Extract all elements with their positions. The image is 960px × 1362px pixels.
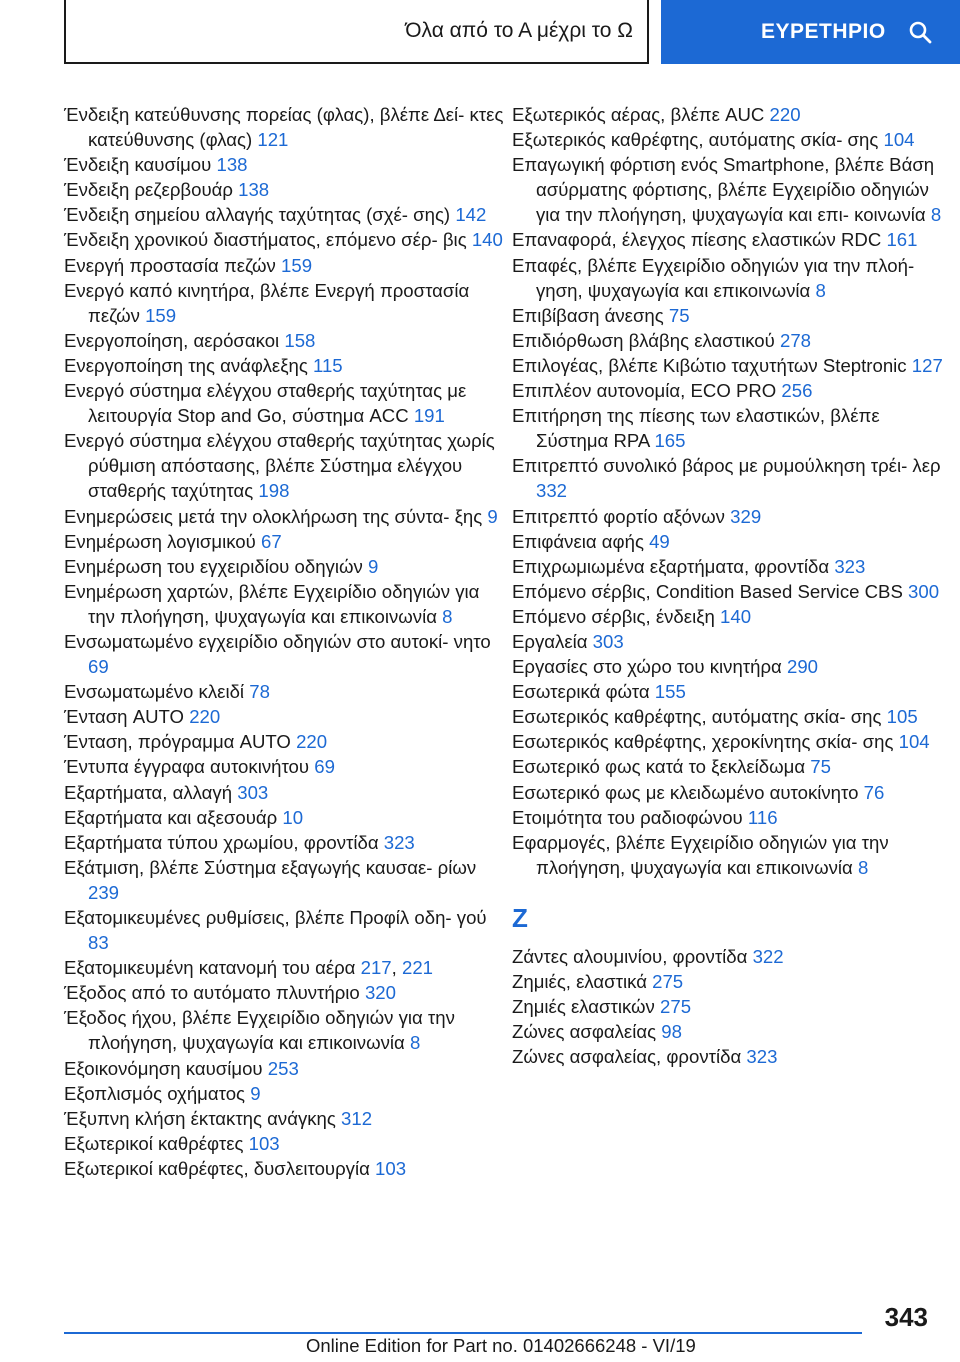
index-entry [512,780,952,805]
index-entry [64,253,504,278]
page-link[interactable]: 239 [88,881,120,903]
index-entry [512,529,952,554]
page-link[interactable]: 116 [747,806,778,828]
index-entry [64,328,504,353]
index-entry [512,679,952,704]
index-entry [512,629,952,654]
index-entry [512,554,952,579]
page-link[interactable]: 140 [471,229,503,251]
page-link[interactable]: 322 [752,945,784,967]
index-entry-text: Εσωτερικός καθρέφτης, αυτόματης σκία- σης [512,706,882,728]
index-entry [64,980,504,1005]
index-entry-text: Εξατομικευμένη κατανομή του αέρα [64,957,356,979]
index-entry [64,1056,504,1081]
page-link[interactable]: 9 [487,505,498,527]
index-entry [512,1044,952,1069]
page-link[interactable]: 105 [886,706,918,728]
index-entry [512,830,952,880]
index-entry-text: Ζημιές ελαστικών [512,996,655,1018]
index-entry [512,378,952,403]
index-entry-text: Ενεργή προστασία πεζών [64,254,276,276]
index-entry [64,278,504,328]
page-link[interactable]: 300 [908,580,940,602]
index-entry [512,654,952,679]
footer-edition: Online Edition for Part no. 01402666248 - VI/19 [306,1335,696,1356]
page-link[interactable]: 10 [282,806,304,828]
index-entry [64,1106,504,1131]
index-entry-text: Επιδιόρθωση βλάβης ελαστικού [512,329,775,351]
index-entry-text: Έξοδος από το αυτόματο πλυντήριο [64,982,360,1004]
index-entry-text: Ενεργοποίηση της ανάφλεξης [64,354,308,376]
tab-a-to-z-label: Όλα από το Α μέχρι το Ω [405,19,633,42]
index-entry [64,504,504,529]
page-link[interactable]: 275 [660,996,692,1018]
index-entry [512,579,952,604]
page-link[interactable]: 8 [815,279,826,301]
index-entry-text: Επιτήρηση της πίεσης των ελαστικών, βλέπε Σύστημα RPA [512,405,880,452]
index-entry [512,353,952,378]
page-link[interactable]: 75 [668,304,690,326]
index-entry-text: Ένταση, πρόγραμμα AUTO [64,731,291,753]
index-entry-text: Εξατομικευμένες ρυθμίσεις, βλέπε Προφίλ οδη- γού [64,907,487,928]
index-entry-text: Έξυπνη κλήση έκτακτης ανάγκης [64,1107,336,1129]
page-link[interactable]: 49 [649,530,670,552]
page-link[interactable]: 8 [409,1032,421,1054]
index-entry-text: Ενεργό σύστημα ελέγχου σταθερής ταχύτητας με λειτουργία Stop and Go, σύστημα ACC [64,380,467,427]
page-link[interactable]: 76 [863,781,885,803]
index-entry-text: Επαγωγική φόρτιση ενός Smartphone, βλέπε Βάση ασύρματης φόρτισης, βλέπε Εγχειρίδιο οδηγιών για την πλοήγηση, ψυχαγωγία και επι- κοινωνία [512,154,935,226]
index-entry-text: Εξωτερικός αέρας, βλέπε AUC [512,104,765,125]
page-link[interactable]: 127 [911,354,943,376]
page-link[interactable]: 104 [883,129,915,151]
index-entry [512,303,952,328]
page-link[interactable]: 165 [654,430,686,452]
index-entry [64,1005,504,1055]
index-entry-text: Επιτρεπτό συνολικό βάρος με ρυμούλκηση τρέι- λερ [512,455,941,477]
page-link[interactable]: 253 [267,1057,299,1079]
index-entry-text: Ετοιμότητα του ραδιοφώνου [512,806,743,828]
page-link[interactable]: 256 [781,380,813,402]
index-entry [512,729,952,754]
index-entry [512,1019,952,1044]
page-link[interactable]: 8 [857,856,869,878]
page-link[interactable]: 217 [360,957,392,979]
index-entry [64,830,504,855]
index-entry [512,127,952,152]
tab-index[interactable] [661,0,960,64]
index-entry [512,944,952,969]
page-link[interactable]: 323 [746,1046,778,1068]
page-link[interactable]: 138 [216,154,248,176]
index-entry [512,604,952,629]
index-entry-text: Ένδειξη ρεζερβουάρ [64,179,233,201]
index-entry-text: Επόμενο σέρβις, Condition Based Service CBS [512,580,903,602]
page-link[interactable]: 98 [661,1021,682,1043]
index-entry [64,202,504,227]
index-entry-text: Επαναφορά, έλεγχος πίεσης ελαστικών RDC [512,229,882,251]
search-icon [908,20,932,44]
index-entry [64,378,504,428]
index-entry-text: Εσωτερικό φως κατά το ξεκλείδωμα [512,756,806,778]
index-column-left [64,102,504,1181]
page-link[interactable]: 158 [284,329,316,351]
index-entry [64,227,504,252]
page-link[interactable]: 278 [779,329,812,351]
index-entry-text: Εξοπλισμός οχήματος [64,1082,246,1104]
index-entry-text: Ενημερώσεις μετά την ολοκλήρωση της σύντα- ξης [64,505,483,527]
index-entry [512,704,952,729]
index-entry-text: Ένδειξη σημείου αλλαγής ταχύτητας (σχέ- σης) [64,204,451,226]
index-entry [64,353,504,378]
index-column-right [512,102,952,1069]
index-entry-text: Επιχρωμιωμένα εξαρτήματα, φροντίδα [512,555,830,577]
page-link[interactable]: 159 [281,254,313,276]
page-link[interactable]: 220 [189,706,221,728]
index-entry-text: Εφαρμογές, βλέπε Εγχειρίδιο οδηγιών για την πλοήγηση, ψυχαγωγία και επικοινωνία [512,831,889,878]
index-entry-text: Ένδειξη κατεύθυνσης πορείας (φλας), βλέπε Δεί- κτες κατεύθυνσης (φλας) [64,104,504,151]
index-entry-text: Εσωτερικά φώτα [512,681,650,703]
index-entry-text: Εξαρτήματα τύπου χρωμίου, φροντίδα [64,831,379,853]
page-number: 343 [884,1302,928,1332]
page-link[interactable]: 323 [383,831,415,853]
index-entry-text: Επιφάνεια αφής [512,530,644,552]
index-entry [64,1131,504,1156]
page-link[interactable]: 161 [886,229,918,251]
page-link[interactable]: 221 [401,957,434,979]
index-entry-text: Επιλογέας, βλέπε Κιβώτιο ταχυτήτων Steptronic [512,354,907,376]
index-entry-text: Ενημέρωση χαρτών, βλέπε Εγχειρίδιο οδηγιών για την πλοήγηση, ψυχαγωγία και επικοινωνία [64,580,480,627]
page-link[interactable]: 121 [257,129,289,151]
page-link[interactable]: 8 [930,204,942,226]
index-entry-text: Ενημέρωση του εγχειριδίου οδηγιών [64,555,363,577]
index-entry-text: Εσωτερικό φως με κλειδωμένο αυτοκίνητο [512,781,859,803]
index-entry-text: Επιβίβαση άνεσης [512,304,664,326]
index-entry-text: Ζημιές, ελαστικά [512,971,647,992]
tab-index-label: ΕΥΡΕΤΗΡΙΟ [761,20,886,43]
index-entry-text: Ενημέρωση λογισμικού [64,530,256,552]
page-link[interactable]: 140 [720,605,752,627]
footer-divider [64,1332,862,1334]
page-link[interactable]: 103 [375,1157,407,1179]
index-entry [512,969,952,994]
page-link[interactable]: 142 [455,204,487,226]
index-entry [64,529,504,554]
page-link[interactable]: 323 [834,555,866,577]
index-entry [64,805,504,830]
index-entry-text: Ζώνες ασφαλείας, φροντίδα [512,1046,742,1068]
page-link[interactable]: 103 [248,1132,280,1154]
index-entry-text: Έξοδος ήχου, βλέπε Εγχειρίδιο οδηγιών για την πλοήγηση, ψυχαγωγία και επικοινωνία [64,1007,455,1054]
index-entry-text: Έντυπα έγγραφα αυτοκινήτου [64,756,310,778]
page-link[interactable]: 303 [237,781,269,803]
index-entry [512,328,952,353]
index-entry-text: Εξαρτήματα, αλλαγή [64,781,233,803]
page-link[interactable]: 83 [88,932,109,954]
page-link[interactable]: 312 [341,1107,373,1129]
index-entry [64,679,504,704]
index-entry [64,905,504,955]
page-link[interactable]: 9 [367,555,379,577]
index-entry [64,855,504,905]
index-entry [64,152,504,177]
index-entry [64,629,504,679]
index-entry-text: Εργασίες στο χώρο του κινητήρα [512,656,782,678]
index-entry [512,504,952,529]
page-link[interactable]: 275 [652,971,684,992]
page-link[interactable]: 290 [786,656,819,678]
index-entry-text: Ζάντες αλουμινίου, φροντίδα [512,945,748,967]
page-link[interactable]: 75 [810,756,831,778]
page-link[interactable]: 104 [898,731,930,753]
index-entry [64,780,504,805]
index-entry-text: Ενεργό σύστημα ελέγχου σταθερής ταχύτητας χωρίς ρύθμιση απόστασης, βλέπε Σύστημα ελέγχου σταθερής ταχύτητας [64,430,495,502]
index-entry [512,994,952,1019]
index-entry [512,227,952,252]
index-entry [64,102,504,152]
index-entry-text: Επόμενο σέρβις, ένδειξη [512,605,715,627]
index-entry-text: Ενεργοποίηση, αερόσακοι [64,329,280,351]
index-entry-text: Ένταση AUTO [64,706,185,728]
page-link[interactable]: 191 [413,405,445,427]
page-link[interactable]: 67 [260,530,282,552]
index-entry [512,805,952,830]
index-entry [64,428,504,503]
index-entry-text: Εξωτερικός καθρέφτης, αυτόματης σκία- σης [512,129,879,151]
page-link[interactable]: 320 [364,982,396,1004]
index-entry-text: Εξαρτήματα και αξεσουάρ [64,806,278,828]
index-entry-text: Εσωτερικός καθρέφτης, χεροκίνητης σκία- σης [512,731,894,753]
index-entry-text: Επιτρεπτό φορτίο αξόνων [512,505,725,527]
index-entry [64,579,504,629]
index-entry-text: Ενεργό καπό κινητήρα, βλέπε Ενεργή προστασία πεζών [64,279,470,326]
index-entry [512,152,952,227]
index-entry-text: Ένδειξη καυσίμου [64,154,212,176]
index-entry [64,554,504,579]
index-entry [512,754,952,779]
page-link[interactable]: 220 [296,731,328,753]
page-link[interactable]: 332 [536,480,568,502]
index-entry [64,729,504,754]
index-entry-text: Εξωτερικοί καθρέφτες [64,1132,244,1154]
index-entry-text: Ζώνες ασφαλείας [512,1021,657,1043]
index-entry [64,704,504,729]
tab-a-to-z[interactable] [64,0,649,64]
page-link[interactable]: 159 [145,304,177,326]
index-entry-text: Εξάτμιση, βλέπε Σύστημα εξαγωγής καυσαε- ρίων [64,856,477,878]
index-entry-text: Εργαλεία [512,630,588,652]
page-link[interactable]: 8 [442,605,453,627]
index-entry [512,102,952,127]
page-link[interactable]: 115 [313,354,343,376]
page-link[interactable]: 9 [250,1082,261,1104]
index-entry [512,403,952,453]
page-link[interactable]: 198 [258,480,290,502]
index-entry-text: Εξωτερικοί καθρέφτες, δυσλειτουργία [64,1157,370,1179]
page-link[interactable]: 303 [592,630,624,652]
index-entry [64,1081,504,1106]
page-link[interactable]: 155 [654,681,686,703]
page-link[interactable]: 329 [730,505,762,527]
section-letter: Z [512,902,528,933]
page-link[interactable]: 138 [238,179,270,201]
index-entry [64,177,504,202]
index-entry [512,253,952,303]
index-entry-text: Ένδειξη χρονικού διαστήματος, επόμενο σέρ- βις [64,229,467,251]
index-entry: Εξατομικευμένη κατανομή του αέρα 217, 221 [64,957,434,979]
index-entry [64,754,504,779]
index-entry-text: Ενσωματωμένο εγχειρίδιο οδηγιών στο αυτοκί- νητο [64,630,491,652]
index-entry-text: Ενσωματωμένο κλειδί [64,681,245,703]
page-link[interactable]: 69 [88,656,109,678]
index-entry [512,453,952,503]
index-entry-text: Εξοικονόμηση καυσίμου [64,1057,263,1079]
index-entry [64,1156,504,1181]
index-entry-text: Επαφές, βλέπε Εγχειρίδιο οδηγιών για την πλοή- γηση, ψυχαγωγία και επικοινωνία [512,254,915,301]
page-link[interactable]: 69 [314,756,335,778]
page-link[interactable]: 78 [249,681,270,703]
page-link[interactable]: 220 [769,104,801,125]
index-entry-text: Επιπλέον αυτονομία, ECO PRO [512,380,777,402]
